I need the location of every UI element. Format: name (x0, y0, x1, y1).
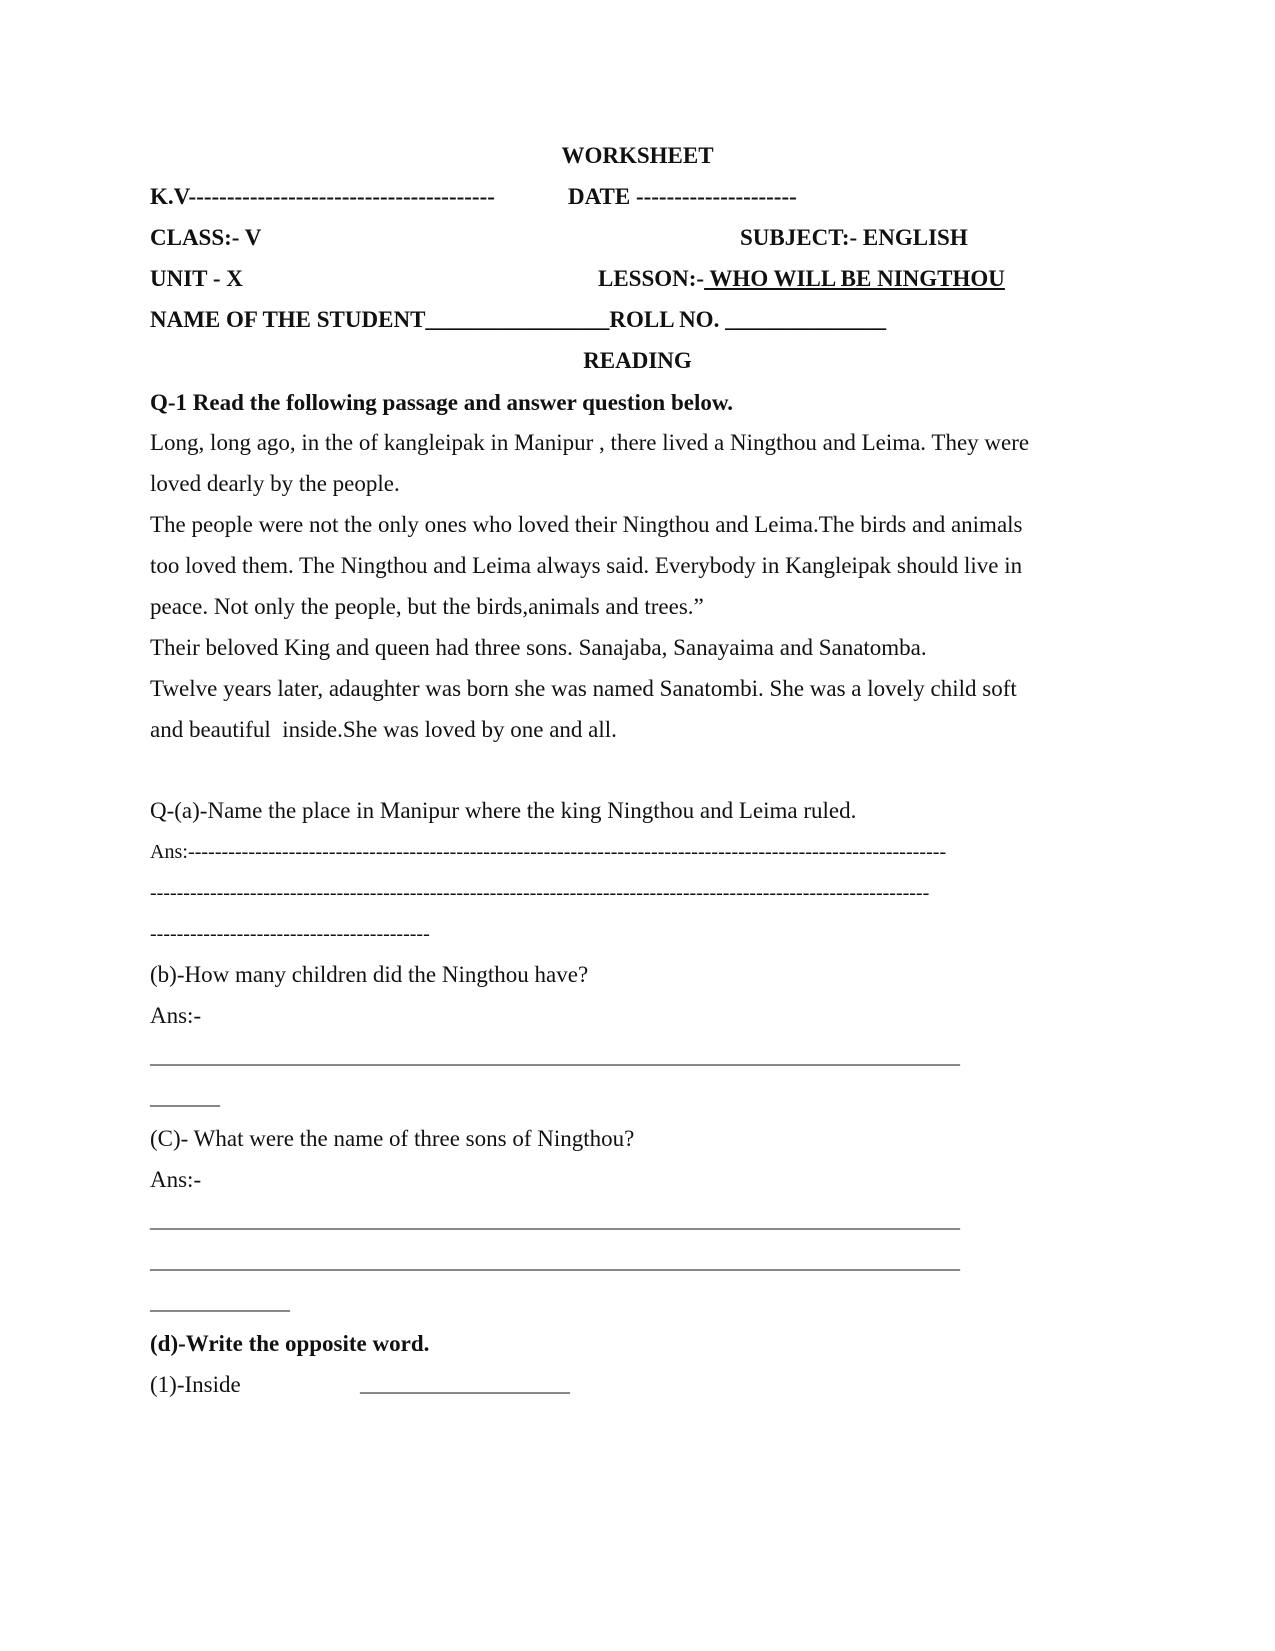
answer-c-label: Ans:- (150, 1167, 202, 1192)
section-heading: READING (583, 348, 692, 373)
passage-line: Their beloved King and queen had three sons. Sanajaba, Sanayaima and Sanatomba. (150, 635, 927, 660)
passage-line: peace. Not only the people, but the birds,animals and trees.” (150, 594, 704, 619)
date-field: DATE --------------------- (568, 184, 797, 209)
answer-b-line[interactable]: _______ (150, 1087, 220, 1109)
passage-line: Twelve years later, adaughter was born she was named Sanatombi. She was a lovely child soft (150, 676, 1017, 701)
subject-label: SUBJECT:- ENGLISH (740, 225, 968, 250)
lesson-title: WHO WILL BE NINGTHOU (704, 266, 1005, 291)
passage-line: too loved them. The Ningthou and Leima always said. Everybody in Kangleipak should live in (150, 553, 1023, 578)
answer-b-line[interactable]: _________________________________________________________________________________ (150, 1046, 960, 1068)
opposite-word-blank[interactable]: _____________________ (360, 1374, 570, 1396)
worksheet-title: WORKSHEET (561, 143, 714, 168)
lesson-label: LESSON:- (598, 266, 705, 291)
answer-a-line[interactable]: ------------------------------------------ (150, 923, 430, 945)
unit-label: UNIT - X (150, 266, 243, 291)
question-b: (b)-How many children did the Ningthou have? (150, 962, 589, 987)
answer-c-line[interactable]: _________________________________________________________________________________ (150, 1251, 960, 1273)
passage-line: loved dearly by the people. (150, 471, 400, 496)
class-label: CLASS:- V (150, 225, 262, 250)
passage-line: The people were not the only ones who loved their Ningthou and Leima.The birds and animals (150, 512, 1023, 537)
kv-field: K.V---------------------------------------- (150, 184, 495, 209)
answer-c-line[interactable]: _________________________________________________________________________________ (150, 1210, 960, 1232)
student-name-roll-field: NAME OF THE STUDENT________________ROLL NO. ______________ (150, 307, 887, 332)
q1-instruction: Q-1 Read the following passage and answer question below. (150, 390, 733, 415)
answer-b-label: Ans:- (150, 1003, 202, 1028)
question-a: Q-(a)-Name the place in Manipur where the king Ningthou and Leima ruled. (150, 798, 857, 823)
answer-a-line[interactable]: Ans:----------------------------------------------------------------------------------------------------------------- (150, 841, 947, 863)
question-c: (C)- What were the name of three sons of Ningthou? (150, 1126, 635, 1151)
question-d-heading: (d)-Write the opposite word. (150, 1331, 430, 1356)
lesson-field (598, 265, 1005, 293)
answer-c-line[interactable]: ______________ (150, 1292, 290, 1314)
passage-line: and beautiful inside.She was loved by one and all. (150, 717, 617, 742)
passage-line: Long, long ago, in the of kangleipak in Manipur , there lived a Ningthou and Leima. They were (150, 430, 1030, 455)
opposite-word-item: (1)-Inside (150, 1372, 241, 1397)
answer-a-line[interactable]: --------------------------------------------------------------------------------------------------------------------- (150, 882, 930, 904)
